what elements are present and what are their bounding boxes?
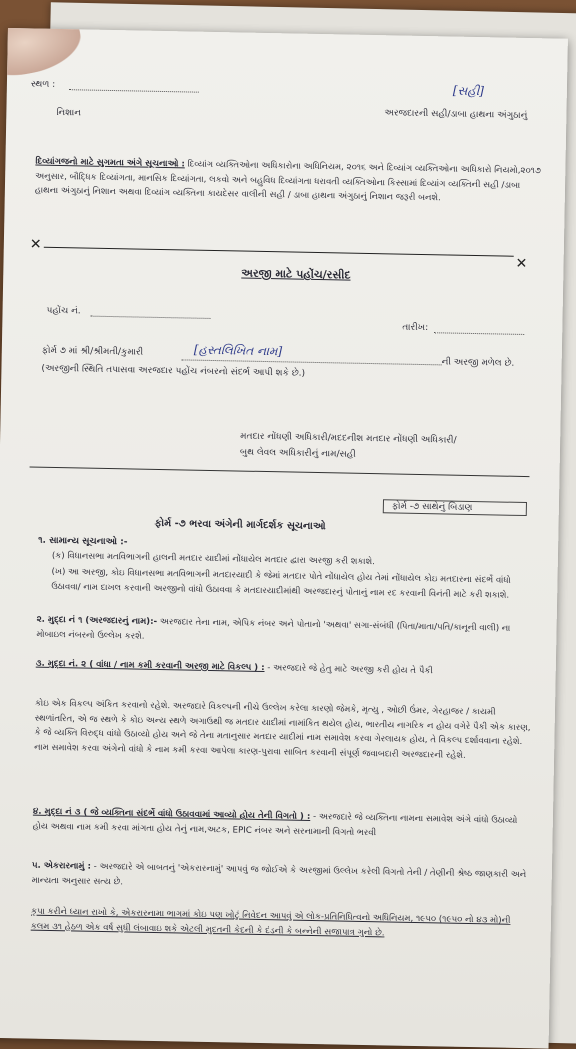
cut-line bbox=[44, 247, 514, 257]
applicant-name: [હસ્તલિખિત નામ] bbox=[193, 342, 283, 359]
item-4-heading: ૪. મુદ્દા નં ૩ ( જે વ્યક્તિના સંદર્ભે વાંધો ઉઠાવવામાં આવ્યો હોય તેની વિગતો ) : bbox=[32, 806, 311, 822]
item-3-text-a: - અરજદારે જે હેતુ માટે અરજી કરી હોય તે પૈકી bbox=[267, 663, 433, 677]
cut-mark-right: ✕ bbox=[515, 255, 528, 273]
receipt-no-label: પહોંચ નં. bbox=[46, 305, 81, 317]
receipt-title: અરજી માટે પહોંચ/રસીદ bbox=[241, 266, 351, 282]
accessibility-notice bbox=[35, 155, 546, 208]
place-field[interactable] bbox=[69, 89, 199, 92]
annexure-box: ફોર્મ -૭ સાથેનું બિડાણ bbox=[383, 499, 527, 516]
cut-mark-left: ✕ bbox=[29, 236, 42, 253]
general-item-a: (ક) વિધાનસભા મતવિભાગની હાલની મતદાર યાદીમાં નોંધાયેલ મતદાર દ્વારા અરજી કરી શકાશે. bbox=[51, 550, 376, 568]
item-2 bbox=[36, 613, 532, 652]
item-5-text: - અરજદારે એ બાબતનું 'એકરારનામું' આપવું જ જોઈએ કે અરજીમાં ઉલ્લેખ કરેલી વિગતો તેની / તેણીની શ્રેષ્ઠ જાણકારી અને માન્યતા અનુસાર સત્ય છે. bbox=[31, 861, 527, 887]
applicant-signature: [સહી] bbox=[452, 83, 485, 99]
applicant-name-field[interactable] bbox=[182, 359, 442, 365]
general-heading: ૧. સામાન્ય સૂચનાઓ :- bbox=[38, 535, 128, 548]
item-3 bbox=[36, 657, 532, 681]
form-line-prefix: ફોર્મ ૭ માં શ્રી/શ્રીમતી/કુમારી bbox=[41, 345, 144, 358]
officer-line-2: બુથ લેવલ અધિકારીનું નામ/સહી bbox=[239, 447, 356, 460]
thumb-shape bbox=[0, 28, 86, 78]
signature-label: અરજદારની સહી/ડાબા હાથના અંગુઠાનું bbox=[384, 108, 528, 121]
status-note: (અરજીની સ્થિતિ તપાસવા અરજદાર પહોંચ નંબરનો સંદર્ભ આપી શકે છે.) bbox=[41, 363, 306, 379]
item-3-details: કોઇ એક વિકલ્પ અંકિત કરવાનો રહેશે. અરજદારે વિકલ્પની નીચે ઉલ્લેખ કરેલા કારણો જેમકે, મૃત્યુ , ઓછી ઉંમર, ગેરહાજર / કાયમી સ્થળાંતરિત, એ જ સ્થળે કે કોઇ અન્ય સ્થળે અગાઉથી જ મતદાર યાદીમાં નામાંકિત થયેલ હોય, ભારતીય નાગરિક ન હોય વગેરે પૈકી એક કારણ, કે જે વ્યક્તિ વિરુદ્ધ વાંધો ઉઠાવ્યો હોય અને જે તેના મતાનુસાર મતદાર યાદીમાં નામ સમાવેશ કરવા ગેરલાયક હોય, તે વિકલ્પ દર્શાવવાના રહેશે. નામ સમાવેશ કરવા અંગેનો વાંધો કે નામ કમી કરવા આપેલા કારણ-પુરાવા સાબિત કરવાની સંપૂર્ણ જવાબદારી અરજદારની રહેશે. bbox=[34, 698, 531, 761]
date-field[interactable] bbox=[434, 332, 524, 335]
item-2-text: અરજદાર તેના નામ, એપિક નંબર અને પોતાનો 'અથવા' સગા-સંબંધી (પિતા/માતા/પતિ/કાનૂની વાલી) ના મોબાઇલ નંબરનો ઉલ્લેખ કરશે. bbox=[36, 617, 511, 642]
form-line-suffix: ની અરજી મળેલ છે. bbox=[441, 357, 515, 369]
item-3-heading: ૩. મુદ્દા નં. ૨ ( વાંધા / નામ કમી કરવાની અરજી માટે વિકલ્પ ) : bbox=[35, 658, 265, 674]
item-5 bbox=[32, 859, 528, 898]
accessibility-line-4: વ્યક્તિના કાયદેસર વાલીની સહી / ડાબા હાથના અંગુઠાનું નિશાન જરૂરી બનશે. bbox=[172, 188, 441, 204]
officer-line-1: મતદાર નોંધણી અધિકારી/મદદનીશ મતદાર નોંધણી અધિકારી/ bbox=[240, 431, 457, 446]
mark-label: નિશાન bbox=[56, 107, 82, 119]
item-5-heading: ૫. એકરારનામું : bbox=[31, 860, 92, 872]
item-2-heading: ૨. મુદ્દા નં ૧ (અરજદારનું નામ):- bbox=[36, 614, 158, 627]
accessibility-line-3: દિવ્યાંગતા ધરાવતી વ્યક્તિઓના કિસ્સામાં દિવ્યાંગ વ્યક્તિની સહી /ડાબા હાથના અંગુઠાનું નિશાન અથવા દિવ્યાંગ bbox=[34, 175, 521, 199]
receipt-no-field[interactable] bbox=[90, 316, 210, 319]
item-4 bbox=[33, 805, 529, 844]
receipt-divider bbox=[30, 466, 530, 477]
form-page bbox=[0, 28, 568, 1049]
guidelines-title: ફોર્મ -૭ ભરવા અંગેની માર્ગદર્શક સૂચનાઓ bbox=[154, 517, 326, 533]
legal-warning: કૃપા કરીને ધ્યાન રાખો કે, એકરારનામા ભાગમાં કોઇ પણ ખોટું નિવેદન આપવું એ લોક-પ્રતિનિધિત્વનો અધિનિયમ, ૧૯૫૦ (૧૯૫૦ નો ૪૩ મો)ની કલમ ૩૧ હેઠળ એક વર્ષ સુધી લંબાવાઇ શકે એટલી મુદતની કેદની કે દંડની કે બન્નેની સજાપાત્ર ગુનો છે. bbox=[30, 906, 511, 938]
general-item-b: (ખ) આ અરજી, કોઇ વિધાનસભા મતવિભાગની મતદારયાદી કે જેમાં મતદાર પોતે નોંધાયેલ હોય તેમાં નોંધાયેલ કોઇ મતદારના સંદર્ભે વાંધો ઉઠાવવા/ નામ દાખલ કરવાની અરજીનો વાંધો ઉઠાવવા કે મતદારયાદીમાંથી અરજદારનું પોતાનું નામ રદ કરવાની વિનંતી માટે કરી શકાશે. bbox=[51, 566, 511, 601]
date-label: તારીખ: bbox=[402, 322, 429, 334]
accessibility-line-2: વ્યક્તિઓના અધિકારો નિયમો,૨૦૧૭ અનુસાર, બૌદ્ધિક દિવ્યાંગતા, માનસિક દિવ્યાંગતા, લકવો અને બહુવિધ bbox=[35, 163, 541, 186]
place-label: સ્થળ : bbox=[30, 79, 56, 90]
item-4-text: - અરજદારે જે વ્યક્તિના નામના સમાવેશ અંગે વાંધો ઉઠાવ્યો હોય અથવા નામ કમી કરવા માંગતા હોય તેનું નામ,અટક, EPIC નંબર અને સરનામાની વિગતો ભરવી bbox=[32, 812, 518, 838]
accessibility-heading: દિવ્યાંગજનો માટે સુગમતા અંગે સૂચનાઓ : bbox=[35, 156, 185, 170]
accessibility-line-1: દિવ્યાંગ વ્યક્તિઓના અધિકારોના અધિનિયમ, ૨૦૧૬ અને દિવ્યાંગ bbox=[187, 159, 413, 174]
